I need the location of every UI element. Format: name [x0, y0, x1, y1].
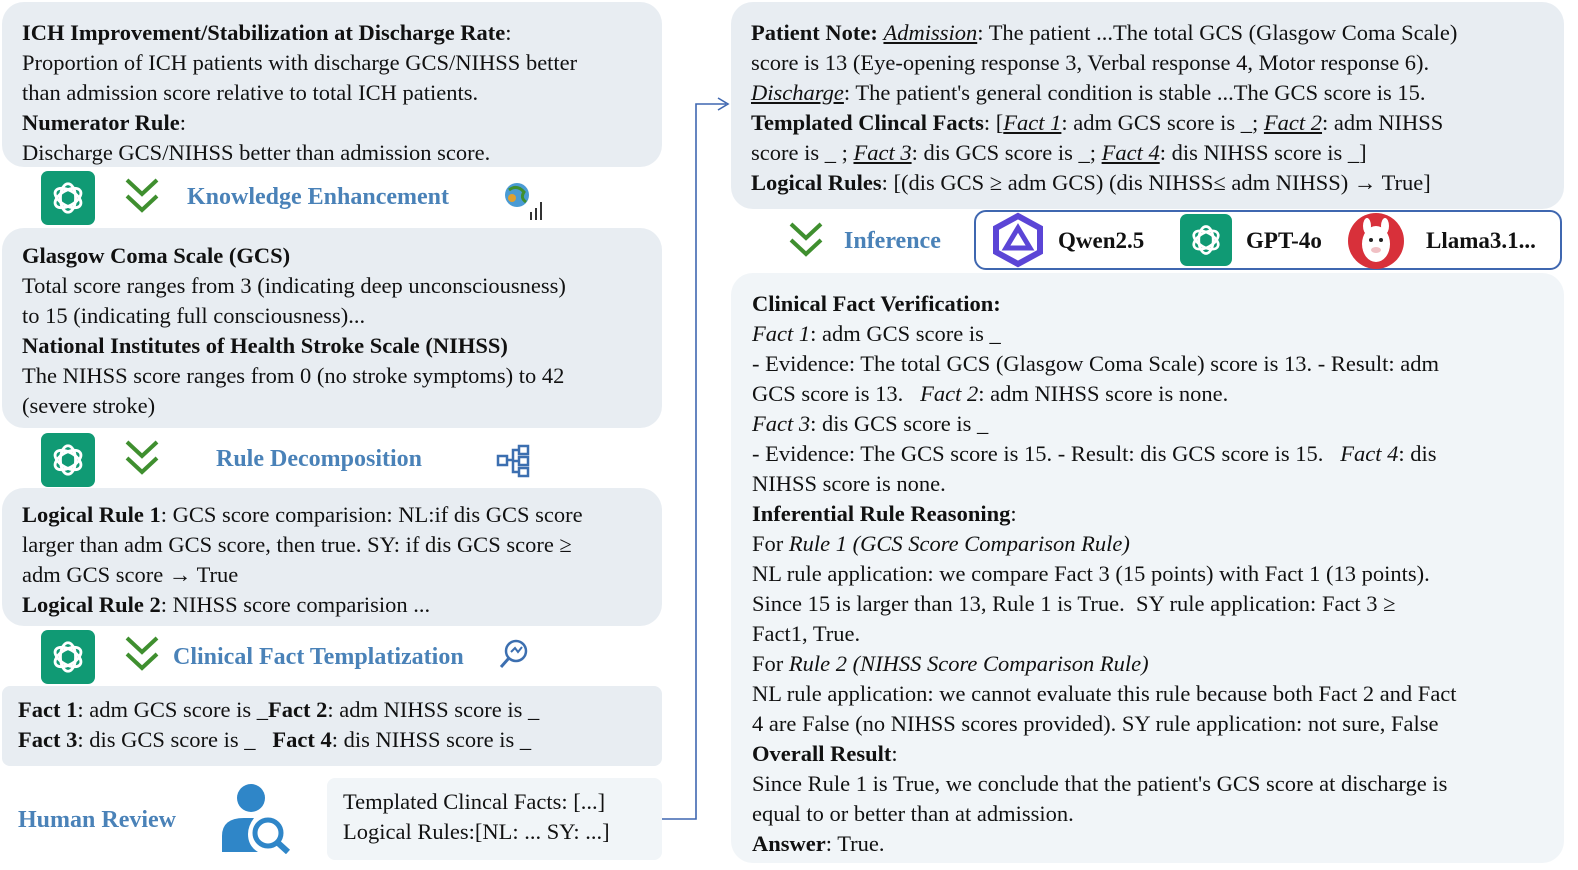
task-title: ICH Improvement/Stabilization at Discharge Rate	[22, 20, 506, 45]
fact1-text: : adm GCS score is _	[77, 697, 268, 722]
verify-fact3: Fact 3	[752, 411, 811, 436]
rule1-name: Rule 1 (GCS Score Comparison Rule)	[788, 531, 1130, 556]
review-box	[327, 778, 662, 860]
logical-rules-label: Logical Rules	[751, 170, 882, 195]
verify-fact1-text: : adm GCS score is _	[810, 321, 1001, 346]
evidence3-line2: NIHSS score is none.	[752, 471, 946, 496]
facts-box	[2, 686, 662, 766]
rule2-name: Rule 2 (NIHSS Score Comparison Rule)	[788, 651, 1149, 676]
discharge-label: Discharge	[751, 80, 844, 105]
gcs-title: Glasgow Coma Scale (GCS)	[22, 243, 291, 268]
patient-note-box	[731, 2, 1564, 209]
step-rule-decomposition: Rule Decomposition	[216, 446, 422, 472]
chevron-double-down-icon	[124, 438, 160, 478]
verify-title: Clinical Fact Verification:	[752, 291, 1001, 316]
note-fact2-text: : adm NIHSS	[1322, 110, 1444, 135]
note-fact3-text: : dis GCS score is _;	[911, 140, 1102, 165]
step-knowledge-enhancement: Knowledge Enhancement	[187, 184, 450, 210]
overall-line2: equal to or better than at admission.	[752, 801, 1074, 826]
admission-text1: : The patient ...The total GCS (Glasgow Coma Scale)	[977, 20, 1458, 45]
openai-logo-icon	[41, 433, 95, 487]
nihss-line2: (severe stroke)	[22, 393, 156, 418]
discharge-text: : The patient's general condition is stable ...The GCS score is 15.	[843, 80, 1426, 105]
nl2-line1: NL rule application: we cannot evaluate this rule because both Fact 2 and Fact	[752, 681, 1457, 706]
for-rule2-prefix: For	[752, 651, 789, 676]
note-label: Patient Note:	[751, 20, 878, 45]
fact2-text: : adm NIHSS score is _	[327, 697, 540, 722]
nl1-line3: Fact1, True.	[752, 621, 861, 646]
step-clinical-fact-templatization: Clinical Fact Templatization	[173, 644, 464, 670]
magnifier-icon	[498, 638, 530, 670]
human-review-label: Human Review	[18, 807, 176, 833]
model-qwen: Qwen2.5	[1058, 228, 1145, 253]
answer-label: Answer	[752, 831, 826, 856]
reasoning-box	[731, 273, 1564, 863]
openai-logo-icon	[1180, 214, 1232, 266]
chevron-double-down-icon	[788, 220, 824, 260]
fact4-text: : dis NIHSS score is _	[331, 727, 532, 752]
user-search-icon	[218, 780, 292, 854]
task-desc-line1: Proportion of ICH patients with discharge GCS/NIHSS better	[22, 50, 578, 75]
model-llama: Llama3.1...	[1426, 228, 1536, 253]
knowledge-box	[2, 228, 662, 428]
note-fact3: Fact 3	[853, 140, 912, 165]
openai-logo-icon	[41, 171, 95, 225]
brain-chart-icon	[502, 180, 546, 222]
evidence1-line1: - Evidence: The total GCS (Glasgow Coma Scale) score is 13. - Result: adm	[752, 351, 1439, 376]
review-line2: Logical Rules:[NL: ... SY: ...]	[343, 819, 610, 844]
fact3-text: : dis GCS score is _	[77, 727, 256, 752]
openai-logo-icon	[41, 630, 95, 684]
rule1-label: Logical Rule 1	[22, 502, 161, 527]
evidence1-line2: GCS score is 13.	[752, 381, 921, 406]
fact4-label: Fact 4	[272, 727, 332, 752]
verify-fact1: Fact 1	[752, 321, 811, 346]
overall-line1: Since Rule 1 is True, we conclude that the patient's GCS score at discharge is	[752, 771, 1448, 796]
overall-label: Overall Result	[752, 741, 892, 766]
note-fact4-text: : dis NIHSS score is _]	[1159, 140, 1367, 165]
llama-logo-icon	[1347, 212, 1405, 270]
irr-colon: :	[1010, 501, 1017, 526]
numerator-text: Discharge GCS/NIHSS better than admission score.	[22, 140, 491, 165]
answer-text: : True.	[825, 831, 885, 856]
fact2-label: Fact 2	[267, 697, 328, 722]
rule1-line3: adm GCS score → True	[22, 562, 239, 587]
templated-facts-label: Templated Clincal Facts	[751, 110, 984, 135]
nl2-line2: 4 are False (no NIHSS scores provided). SY rule application: not sure, False	[752, 711, 1439, 736]
overall-colon: :	[891, 741, 898, 766]
model-gpt4o: GPT-4o	[1246, 228, 1322, 253]
rule1-line2: larger than adm GCS score, then true. SY: if dis GCS score ≥	[22, 532, 572, 557]
gcs-line1: Total score ranges from 3 (indicating deep unconsciousness)	[22, 273, 566, 298]
nihss-title: National Institutes of Health Stroke Scale (NIHSS)	[22, 333, 508, 358]
verify-fact3-text: : dis GCS score is _	[810, 411, 989, 436]
chevron-double-down-icon	[124, 176, 160, 216]
review-line1: Templated Clincal Facts: [...]	[343, 789, 606, 814]
verify-fact4-text: : dis	[1398, 441, 1437, 466]
qwen-logo-icon	[990, 212, 1046, 268]
rule1-line1: : GCS score comparision: NL:if dis GCS score	[160, 502, 583, 527]
nl1-line2: Since 15 is larger than 13, Rule 1 is True. SY rule application: Fact 3 ≥	[752, 591, 1396, 616]
verify-fact2: Fact 2	[920, 381, 979, 406]
note-fact2: Fact 2	[1263, 110, 1323, 135]
bracket-open: : [	[983, 110, 1004, 135]
verify-fact4: Fact 4	[1340, 441, 1399, 466]
logical-rules-text: : [(dis GCS ≥ adm GCS) (dis NIHSS≤ adm NIHSS) → True]	[881, 170, 1431, 195]
task-definition-box: ICH Improvement/Stabilization at Discharge Rate: Proportion of ICH patients with discharge GCS/NIHSS better than admission score relative to total ICH patients. Numerator Rule: Discharge GCS/NIHSS better than admission score.	[2, 2, 662, 167]
fact1-label: Fact 1	[18, 697, 78, 722]
for-rule1-prefix: For	[752, 531, 789, 556]
note-fact4: Fact 4	[1101, 140, 1160, 165]
task-desc-line2: than admission score relative to total ICH patients.	[22, 80, 479, 105]
admission-text2: score is 13 (Eye-opening response 3, Verbal response 4, Motor response 6).	[751, 50, 1430, 75]
irr-label: Inferential Rule Reasoning	[752, 501, 1011, 526]
nl1-line1: NL rule application: we compare Fact 3 (15 points) with Fact 1 (13 points).	[752, 561, 1430, 586]
note-fact1: Fact 1	[1003, 110, 1062, 135]
step-inference: Inference	[844, 228, 941, 254]
rule2-text: : NIHSS score comparision ...	[160, 592, 431, 617]
evidence3-line1: - Evidence: The GCS score is 15. - Result: dis GCS score is 15.	[752, 441, 1341, 466]
chevron-double-down-icon	[124, 634, 160, 674]
gcs-line2: to 15 (indicating full consciousness)...	[22, 303, 366, 328]
verify-fact2-text: : adm NIHSS score is none.	[978, 381, 1229, 406]
flowchart-icon	[496, 444, 530, 478]
note-score-is: score is _ ;	[751, 140, 854, 165]
nihss-line1: The NIHSS score ranges from 0 (no stroke symptoms) to 42	[22, 363, 565, 388]
numerator-label: Numerator Rule	[22, 110, 180, 135]
logical-rules-box	[2, 488, 662, 626]
fact3-label: Fact 3	[18, 727, 78, 752]
note-fact1-text: : adm GCS score is _;	[1061, 110, 1264, 135]
admission-label: Admission	[883, 20, 978, 45]
connector-arrow	[660, 96, 740, 826]
rule2-label: Logical Rule 2	[22, 592, 161, 617]
